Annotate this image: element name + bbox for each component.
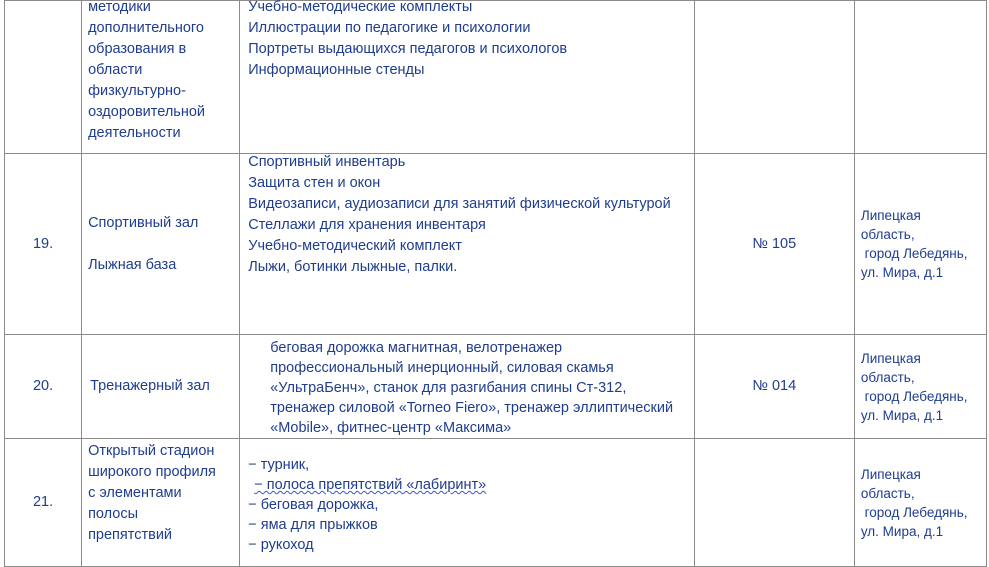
address-line: область, [860,369,915,385]
room-number-cell [694,154,854,335]
row-number-cell [5,154,82,335]
address-line: ул. Мира, д.1 [860,523,944,539]
equipment-cell [240,439,694,567]
equipment-line: Портреты выдающихся педагогов и психологов [248,41,568,57]
table-row [5,335,987,439]
row-number: 21. [32,494,54,510]
address-cell [854,154,986,335]
room-name-cell [82,1,240,154]
address-line: ул. Мира, д.1 [860,265,944,280]
equipment-cell [240,1,694,154]
room-number-cell [694,439,854,567]
row-number: 19. [32,235,54,252]
equipment-line: Защита стен и окон [248,175,381,191]
equipment-line: − турник, [248,457,310,473]
name-line: образования в [88,41,187,57]
room-number: № 105 [752,235,797,252]
row-number-cell [5,439,82,567]
address-line: область, [860,227,915,242]
room-number-cell [694,335,854,439]
address-line: область, [860,485,915,501]
equipment-line: Учебно-методический комплект [248,238,462,254]
equipment-line: Учебно-методические комплекты [248,0,473,15]
address-line: город Лебедянь, [860,504,968,520]
row-number: 20. [32,378,54,394]
name-line: Открытый стадион [88,443,215,459]
name-line: широкого профиля [88,464,216,480]
name-line: области [88,62,143,78]
name-line: дополнительного [88,20,204,36]
room-name-cell [82,154,240,335]
name-line: Спортивный зал [88,214,199,231]
table-row [5,154,987,335]
equipment-line: Видеозаписи, аудиозаписи для занятий физической культурой [248,196,671,212]
row-number-cell [5,335,82,439]
address-line: Липецкая [860,350,921,366]
address-cell [854,1,986,154]
equipment-line: Стеллажи для хранения инвентаря [248,217,486,233]
equipment-line: Спортивный инвентарь [248,154,406,170]
room-name-cell [82,439,240,567]
name-line: с элементами [88,485,182,501]
equipment-line: − беговая дорожка, [248,497,379,513]
equipment-cell [240,154,694,335]
name-line: оздоровительной [88,104,206,120]
equipment-line: − яма для прыжков [248,517,378,533]
name-line: Лыжная база [88,256,177,273]
equipment-line: Информационные стенды [248,62,425,78]
name-line: полосы [88,506,139,522]
equipment-line [248,475,689,495]
address-line: город Лебедянь, [860,246,968,261]
equipment-text: беговая дорожка магнитная, велотренажер профессиональный инерционный, силовая скамья «УльтраБенч», станок для разгибания спины Ст-312, тренажер силовой «Torneo Fiero», тренажер эллиптический «Mobile», фитнес-центр «Максима» [270,340,674,436]
equipment-line: Иллюстрации по педагогике и психологии [248,20,531,36]
name-line: физкультурно- [88,83,186,99]
table-row [5,1,987,154]
name-line: препятствий [88,527,173,543]
address-line: город Лебедянь, [860,388,968,404]
table-row [5,439,987,567]
equipment-line: − рукоход [248,537,314,553]
spellcheck-underlined-text: − полоса препятствий «лабиринт» [254,477,487,493]
equipment-cell [240,335,694,439]
address-cell [854,335,986,439]
name-line: методики [88,0,151,15]
address-line: ул. Мира, д.1 [860,407,944,423]
address-line: Липецкая [860,208,921,223]
row-number-cell [5,1,82,154]
name-line: деятельности [88,125,181,141]
address-line: Липецкая [860,466,921,482]
room-name-cell [82,335,240,439]
address-cell [854,439,986,567]
equipment-line: Лыжи, ботинки лыжные, палки. [248,259,458,275]
room-number-cell [694,1,854,154]
equipment-table [4,0,987,567]
name-line: Тренажерный зал [90,378,210,394]
room-number: № 014 [752,378,797,394]
